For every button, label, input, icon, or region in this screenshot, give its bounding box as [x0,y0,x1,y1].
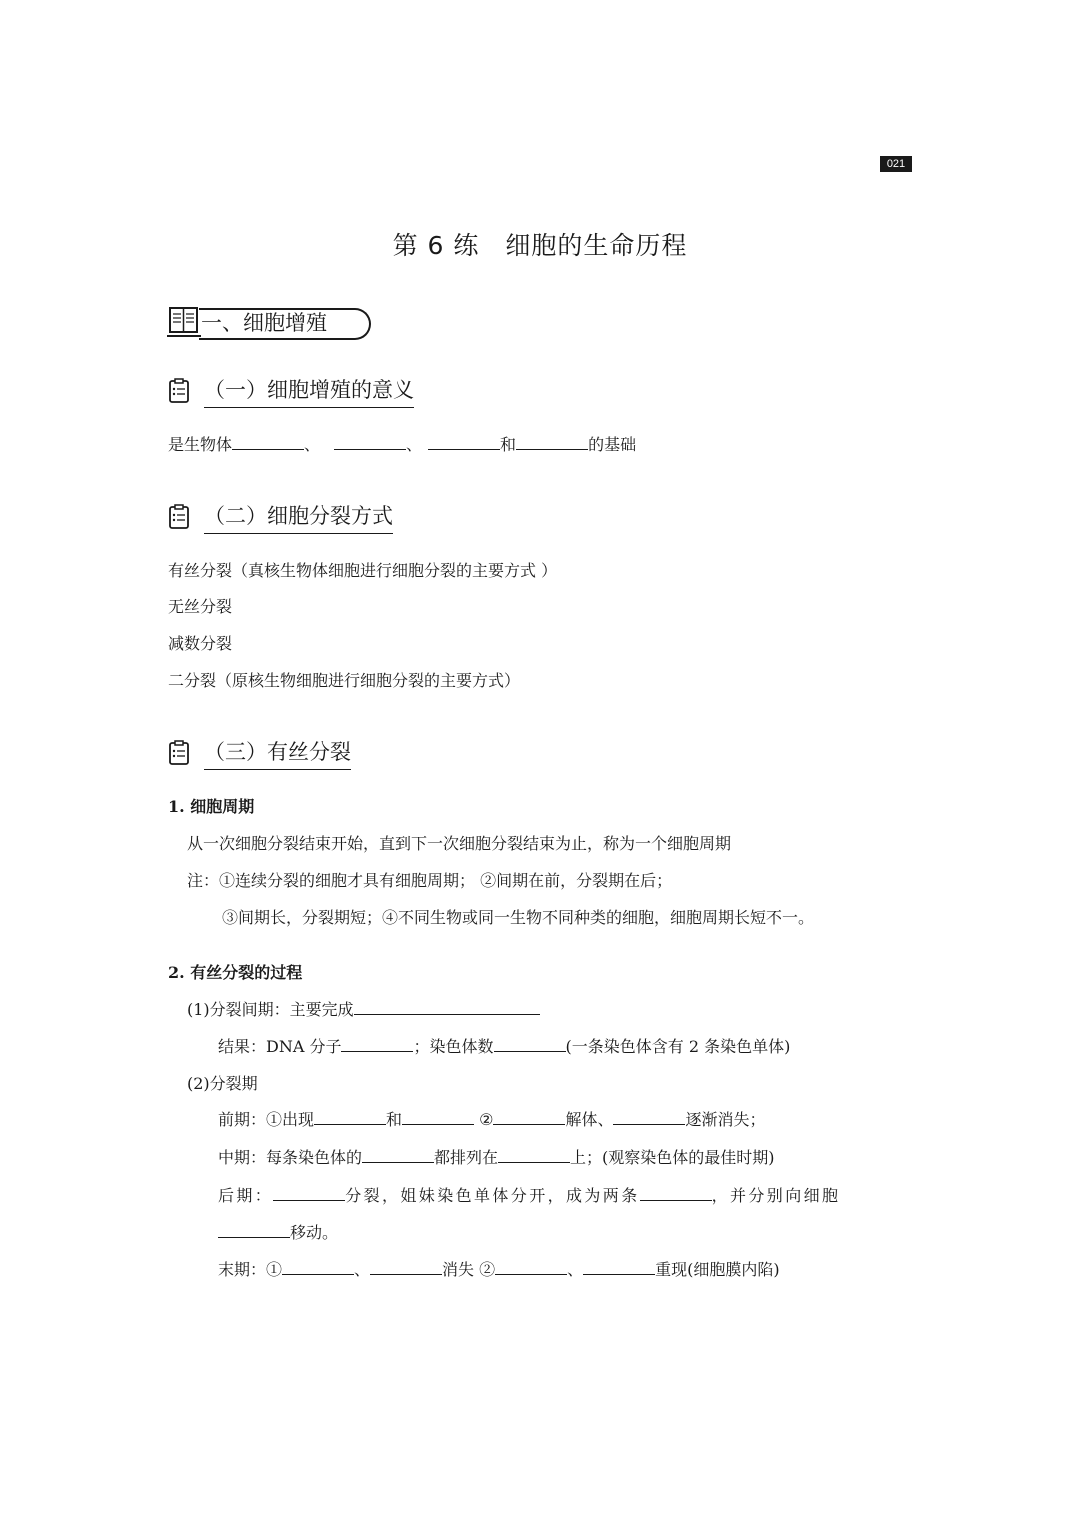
fill-blank[interactable] [498,1148,570,1163]
fill-blank[interactable] [516,435,588,450]
text: ，并分别向细胞 [711,1186,841,1205]
fill-blank[interactable] [218,1223,290,1238]
text: (一条染色体含有 2 条染色单体) [565,1037,791,1056]
section-title: （二）细胞分裂方式 [204,500,393,534]
anaphase-line [218,1186,840,1206]
chapter-title: 一、细胞增殖 [201,311,327,335]
division-method-item: 二分裂（原核生物细胞进行细胞分裂的主要方式） [168,671,521,690]
page-number: 021 [880,156,912,172]
cell-cycle-note: 注：①连续分裂的细胞才具有细胞周期； ②间期在前，分裂期在后； [187,871,673,890]
section-title: （一）细胞增殖的意义 [204,374,414,408]
text: 和 [386,1110,403,1129]
text: 后期： [218,1186,274,1205]
metaphase-line [218,1148,775,1168]
fill-blank[interactable] [613,1110,685,1125]
anaphase-line-cont [218,1223,338,1243]
text: 分裂，姐妹染色单体分开，成为两条 [345,1186,640,1205]
fill-blank[interactable] [232,435,304,450]
fill-blank[interactable] [314,1110,386,1125]
text: 是生物体 [168,435,233,454]
process-heading: 2. 有丝分裂的过程 [168,963,303,982]
text: 、 [567,1260,584,1279]
page-title: 第 6 练 细胞的生命历程 [392,231,688,260]
text: 逐渐消失； [685,1110,766,1129]
cell-cycle-note: ③间期长，分裂期短；④不同生物或同一生物不同种类的细胞，细胞周期长短不一。 [222,908,815,927]
fill-blank[interactable] [428,435,500,450]
text: 重现(细胞膜内陷) [655,1260,780,1279]
fill-blank[interactable] [640,1186,712,1201]
text: 、 [406,435,423,454]
mitotic-phase-label: (2)分裂期 [187,1074,258,1093]
text: 上；(观察染色体的最佳时期) [570,1148,775,1167]
text: 、 [354,1260,371,1279]
fill-blank[interactable] [341,1037,413,1052]
fill-blank[interactable] [282,1260,354,1275]
clipboard-icon [168,740,190,766]
division-method-item: 减数分裂 [168,634,233,653]
fill-blank[interactable] [362,1148,434,1163]
fill-blank[interactable] [354,1000,540,1015]
text: 前期：①出现 [218,1110,315,1129]
fill-blank[interactable] [495,1260,567,1275]
text: 中期：每条染色体的 [218,1148,363,1167]
clipboard-icon [168,378,190,404]
fill-blank[interactable] [273,1186,345,1201]
text: 消失 ② [442,1260,496,1279]
section-title: （三）有丝分裂 [204,736,351,770]
fill-blank[interactable] [493,1110,565,1125]
interphase-line [187,1000,540,1020]
result-line [218,1037,790,1057]
prophase-line [218,1110,766,1130]
text: 、 [304,435,321,454]
text: ② [474,1110,494,1129]
clipboard-icon [168,504,190,530]
fill-blank[interactable] [494,1037,566,1052]
fill-blank[interactable] [370,1260,442,1275]
telophase-line [218,1260,780,1280]
text: 和 [500,435,517,454]
significance-line [168,435,636,455]
text: ；染色体数 [413,1037,494,1056]
text: 都排列在 [434,1148,499,1167]
text: (1)分裂间期：主要完成 [187,1000,354,1019]
cell-cycle-definition: 从一次细胞分裂结束开始，直到下一次细胞分裂结束为止，称为一个细胞周期 [187,834,732,853]
division-method-item: 无丝分裂 [168,597,233,616]
cell-cycle-heading: 1. 细胞周期 [168,797,255,816]
text: 的基础 [588,435,637,454]
fill-blank[interactable] [583,1260,655,1275]
division-method-item: 有丝分裂（真核生物体细胞进行细胞分裂的主要方式 ） [168,561,558,580]
text: 末期：① [218,1260,283,1279]
text: 移动。 [290,1223,339,1242]
fill-blank[interactable] [402,1110,474,1125]
fill-blank[interactable] [334,435,406,450]
text: 结果：DNA 分子 [218,1037,342,1056]
text: 解体、 [565,1110,614,1129]
book-icon [167,305,201,339]
